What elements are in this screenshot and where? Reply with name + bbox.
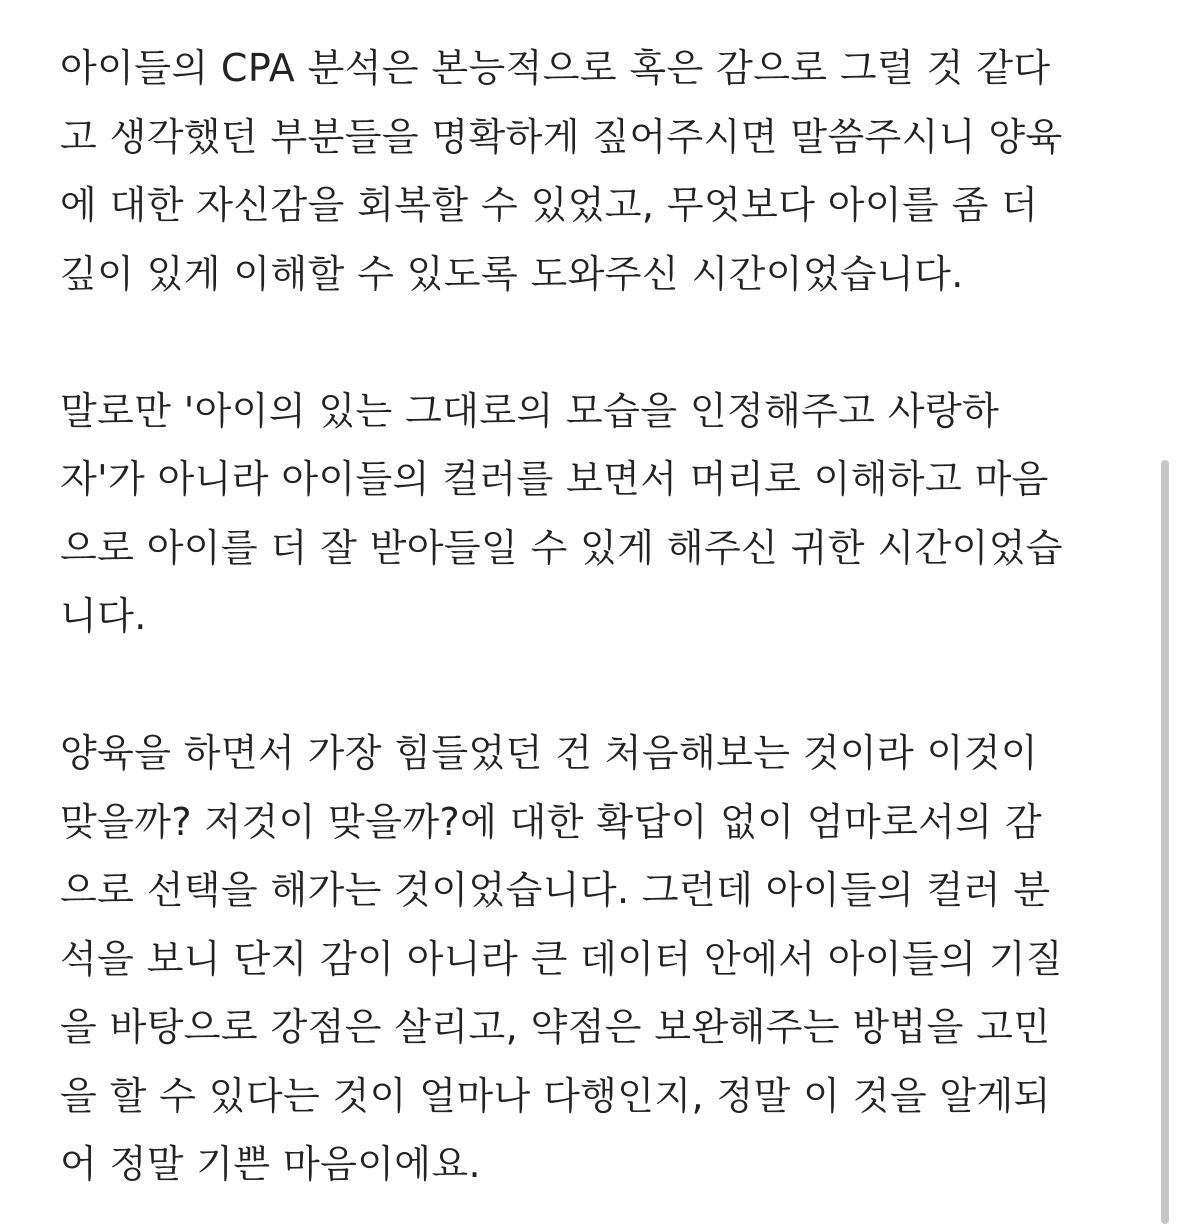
text-line: 아이들의 CPA 분석은 본능적으로 혹은 감으로 그럴 것 같다 [60, 46, 1051, 90]
text-line: 으로 아이를 더 잘 받아들일 수 있게 해주신 귀한 시간이었습 [60, 525, 1063, 570]
paragraph-spacer [60, 308, 1130, 377]
text-line: 을 바탕으로 강점은 살리고, 약점은 보완해주는 방법을 고민 [60, 1005, 1051, 1049]
paragraph-1 [60, 34, 1130, 308]
paragraph-spacer [60, 651, 1130, 720]
text-line: 깊이 있게 이해할 수 있도록 도와주신 시간이었습니다. [60, 251, 964, 296]
vertical-scrollbar[interactable] [1155, 0, 1179, 1224]
text-line: 고 생각했던 부분들을 명확하게 짚어주시면 말씀주시니 양육 [60, 114, 1063, 159]
text-line: 맞을까? 저것이 맞을까?에 대한 확답이 없이 엄마로서의 감 [60, 799, 1042, 844]
paragraph-3 [60, 719, 1130, 1199]
text-line: 자'가 아니라 아이들의 컬러를 보면서 머리로 이해하고 마음 [60, 457, 1049, 501]
review-text-body [60, 34, 1130, 1199]
scrollbar-thumb[interactable] [1161, 460, 1169, 1224]
text-line: 에 대한 자신감을 회복할 수 있었고, 무엇보다 아이를 좀 더 [60, 183, 1039, 227]
text-line: 을 할 수 있다는 것이 얼마나 다행인지, 정말 이 것을 알게되 [60, 1073, 1051, 1118]
paragraph-2 [60, 377, 1130, 651]
text-line: 양육을 하면서 가장 힘들었던 건 처음해보는 것이라 이것이 [60, 731, 1038, 775]
text-line: 니다. [60, 594, 147, 638]
text-line: 말로만 '아이의 있는 그대로의 모습을 인정해주고 사랑하 [60, 388, 1000, 433]
text-line: 어 정말 기쁜 마음이에요. [60, 1142, 481, 1186]
text-line: 석을 보니 단지 감이 아니라 큰 데이터 안에서 아이들의 기질 [60, 936, 1063, 981]
text-line: 으로 선택을 해가는 것이었습니다. 그런데 아이들의 컬러 분 [60, 868, 1051, 912]
